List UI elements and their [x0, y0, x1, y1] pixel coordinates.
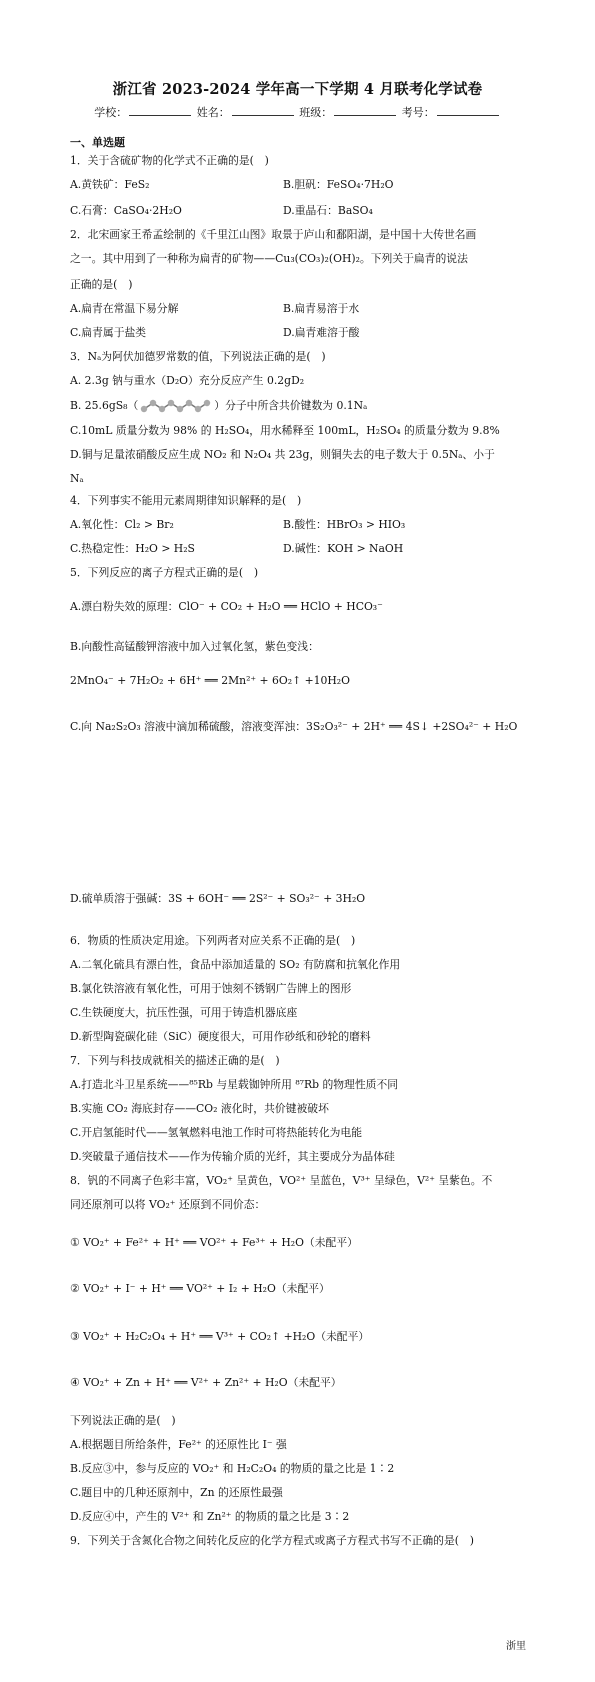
q7-option-d: D.突破量子通信技术——作为传输介质的光纤，其主要成分为晶体硅 [70, 1150, 395, 1163]
q8-reaction-4: ④ VO₂⁺ + Zn + H⁺ ══ V²⁺ + Zn²⁺ + H₂O（未配平） [70, 1376, 342, 1389]
q8-option-c: C.题目中的几种还原剂中，Zn 的还原性最强 [70, 1486, 283, 1499]
q8-option-b: B.反应③中，参与反应的 VO₂⁺ 和 H₂C₂O₄ 的物质的量之比是 1∶2 [70, 1462, 395, 1475]
q5-option-b-line1: B.向酸性高锰酸钾溶液中加入过氧化氢，紫色变浅： [70, 640, 319, 653]
q2-stem-line1: 2．北宋画家王希孟绘制的《千里江山图》取景于庐山和鄱阳湖，是中国十大传世名画 [70, 228, 477, 241]
q5-stem: 5．下列反应的离子方程式正确的是( ) [70, 566, 259, 579]
q8-option-a: A.根据题目所给条件，Fe²⁺ 的还原性比 I⁻ 强 [70, 1438, 287, 1451]
q6-option-b: B.氯化铁溶液有氧化性，可用于蚀刻不锈钢广告牌上的图形 [70, 982, 352, 995]
q3-option-d-line1: D.铜与足量浓硝酸反应生成 NO₂ 和 N₂O₄ 共 23g，则铜失去的电子数大于 0.5Nₐ、小于 [70, 448, 495, 461]
q3-option-b-prefix: B. 25.6gS₈（ [70, 399, 139, 412]
q1-option-a: A.黄铁矿：FeS₂ [70, 178, 150, 191]
q7-option-b: B.实施 CO₂ 海底封存——CO₂ 液化时，共价键被破坏 [70, 1102, 329, 1115]
q1-option-d: D.重晶石：BaSO₄ [283, 204, 373, 217]
q5-option-b-equation: 2MnO₄⁻ + 7H₂O₂ + 6H⁺ ══ 2Mn²⁺ + 6O₂↑ +10H₂O [70, 674, 350, 687]
q2-stem-line2: 之一。其中用到了一种称为扁青的矿物——Cu₃(CO₃)₂(OH)₂。下列关于扁青的说法 [70, 252, 468, 265]
q4-stem: 4．下列事实不能用元素周期律知识解释的是( ) [70, 494, 302, 507]
q8-option-d: D.反应④中，产生的 V²⁺ 和 Zn²⁺ 的物质的量之比是 3∶2 [70, 1510, 350, 1523]
name-blank[interactable] [232, 105, 294, 116]
q4-option-c: C.热稳定性：H₂O > H₂S [70, 542, 195, 555]
q3-option-b-suffix: ）分子中所含共价键数为 0.1Nₐ [214, 399, 368, 412]
q4-option-b: B.酸性：HBrO₃ > HIO₃ [283, 518, 406, 531]
q8-ask: 下列说法正确的是( ) [70, 1414, 176, 1427]
q4-option-d: D.碱性：KOH > NaOH [283, 542, 404, 555]
q2-stem-line3: 正确的是( ) [70, 278, 133, 291]
q2-option-b: B.扁青易溶于水 [283, 302, 360, 315]
q5-option-a: A.漂白粉失效的原理：ClO⁻ + CO₂ + H₂O ══ HClO + HCO₃⁻ [70, 600, 383, 613]
q8-reaction-2: ② VO₂⁺ + I⁻ + H⁺ ══ VO²⁺ + I₂ + H₂O（未配平） [70, 1282, 330, 1295]
class-blank[interactable] [334, 105, 396, 116]
q3-option-d-line2: Nₐ [70, 472, 84, 485]
class-label: 班级： [299, 106, 333, 119]
q6-option-d: D.新型陶瓷碳化硅（SiC）硬度很大，可用作砂纸和砂轮的磨料 [70, 1030, 371, 1043]
q7-option-c: C.开启氢能时代——氢氧燃料电池工作时可将热能转化为电能 [70, 1126, 363, 1139]
exam-title: 浙江省 2023-2024 学年高一下学期 4 月联考化学试卷 [112, 81, 483, 98]
student-info-row [0, 104, 595, 120]
school-blank[interactable] [129, 105, 191, 116]
q8-reaction-3: ③ VO₂⁺ + H₂C₂O₄ + H⁺ ══ V³⁺ + CO₂↑ +H₂O（未配平） [70, 1330, 370, 1343]
q3-option-c: C.10mL 质量分数为 98% 的 H₂SO₄，用水稀释至 100mL，H₂SO₄ 的质量分数为 9.8% [70, 424, 500, 437]
section-heading: 一、单选题 [70, 136, 125, 149]
q7-stem: 7．下列与科技成就相关的描述正确的是( ) [70, 1054, 280, 1067]
q7-option-a: A.打造北斗卫星系统——⁸⁵Rb 与星载铷钟所用 ⁸⁷Rb 的物理性质不同 [70, 1078, 399, 1091]
q1-option-b: B.胆矾：FeSO₄·7H₂O [283, 178, 394, 191]
q1-option-c: C.石膏：CaSO₄·2H₂O [70, 204, 182, 217]
q9-stem: 9．下列关于含氮化合物之间转化反应的化学方程式或离子方程式书写不正确的是( ) [70, 1534, 474, 1547]
q3-stem: 3．Nₐ为阿伏加德罗常数的值，下列说法正确的是( ) [70, 350, 326, 363]
q1-stem: 1．关于含硫矿物的化学式不正确的是( ) [70, 154, 269, 167]
q2-option-c: C.扁青属于盐类 [70, 326, 147, 339]
q4-option-a: A.氧化性：Cl₂ > Br₂ [70, 518, 174, 531]
s8-molecule-image [140, 398, 212, 414]
school-label: 学校： [94, 106, 128, 119]
q8-reaction-1: ① VO₂⁺ + Fe²⁺ + H⁺ ══ VO²⁺ + Fe³⁺ + H₂O（未配平） [70, 1236, 358, 1249]
q3-option-a: A. 2.3g 钠与重水（D₂O）充分反应产生 0.2gD₂ [70, 374, 305, 387]
exam-number-blank[interactable] [437, 105, 499, 116]
exam-number-label: 考号： [401, 106, 435, 119]
q6-option-c: C.生铁硬度大，抗压性强，可用于铸造机器底座 [70, 1006, 298, 1019]
page-footer: 浙里 [506, 1641, 526, 1652]
q6-stem: 6．物质的性质决定用途。下列两者对应关系不正确的是( ) [70, 934, 356, 947]
q8-stem-line2: 同还原剂可以将 VO₂⁺ 还原到不同价态： [70, 1198, 266, 1211]
q6-option-a: A.二氧化硫具有漂白性，食品中添加适量的 SO₂ 有防腐和抗氧化作用 [70, 958, 401, 971]
q3-option-b [70, 398, 367, 414]
q2-option-a: A.扁青在常温下易分解 [70, 302, 179, 315]
q5-option-c: C.向 Na₂S₂O₃ 溶液中滴加稀硫酸，溶液变浑浊：3S₂O₃²⁻ + 2H⁺ ══ 4S↓ +2SO₄²⁻ + H₂O [70, 720, 518, 733]
name-label: 姓名： [196, 106, 230, 119]
q8-stem-line1: 8．钒的不同离子色彩丰富，VO₂⁺ 呈黄色，VO²⁺ 呈蓝色，V³⁺ 呈绿色，V²⁺ 呈紫色。不 [70, 1174, 493, 1187]
q5-option-d: D.硫单质溶于强碱：3S + 6OH⁻ ══ 2S²⁻ + SO₃²⁻ + 3H₂O [70, 892, 366, 905]
q2-option-d: D.扁青难溶于酸 [283, 326, 360, 339]
